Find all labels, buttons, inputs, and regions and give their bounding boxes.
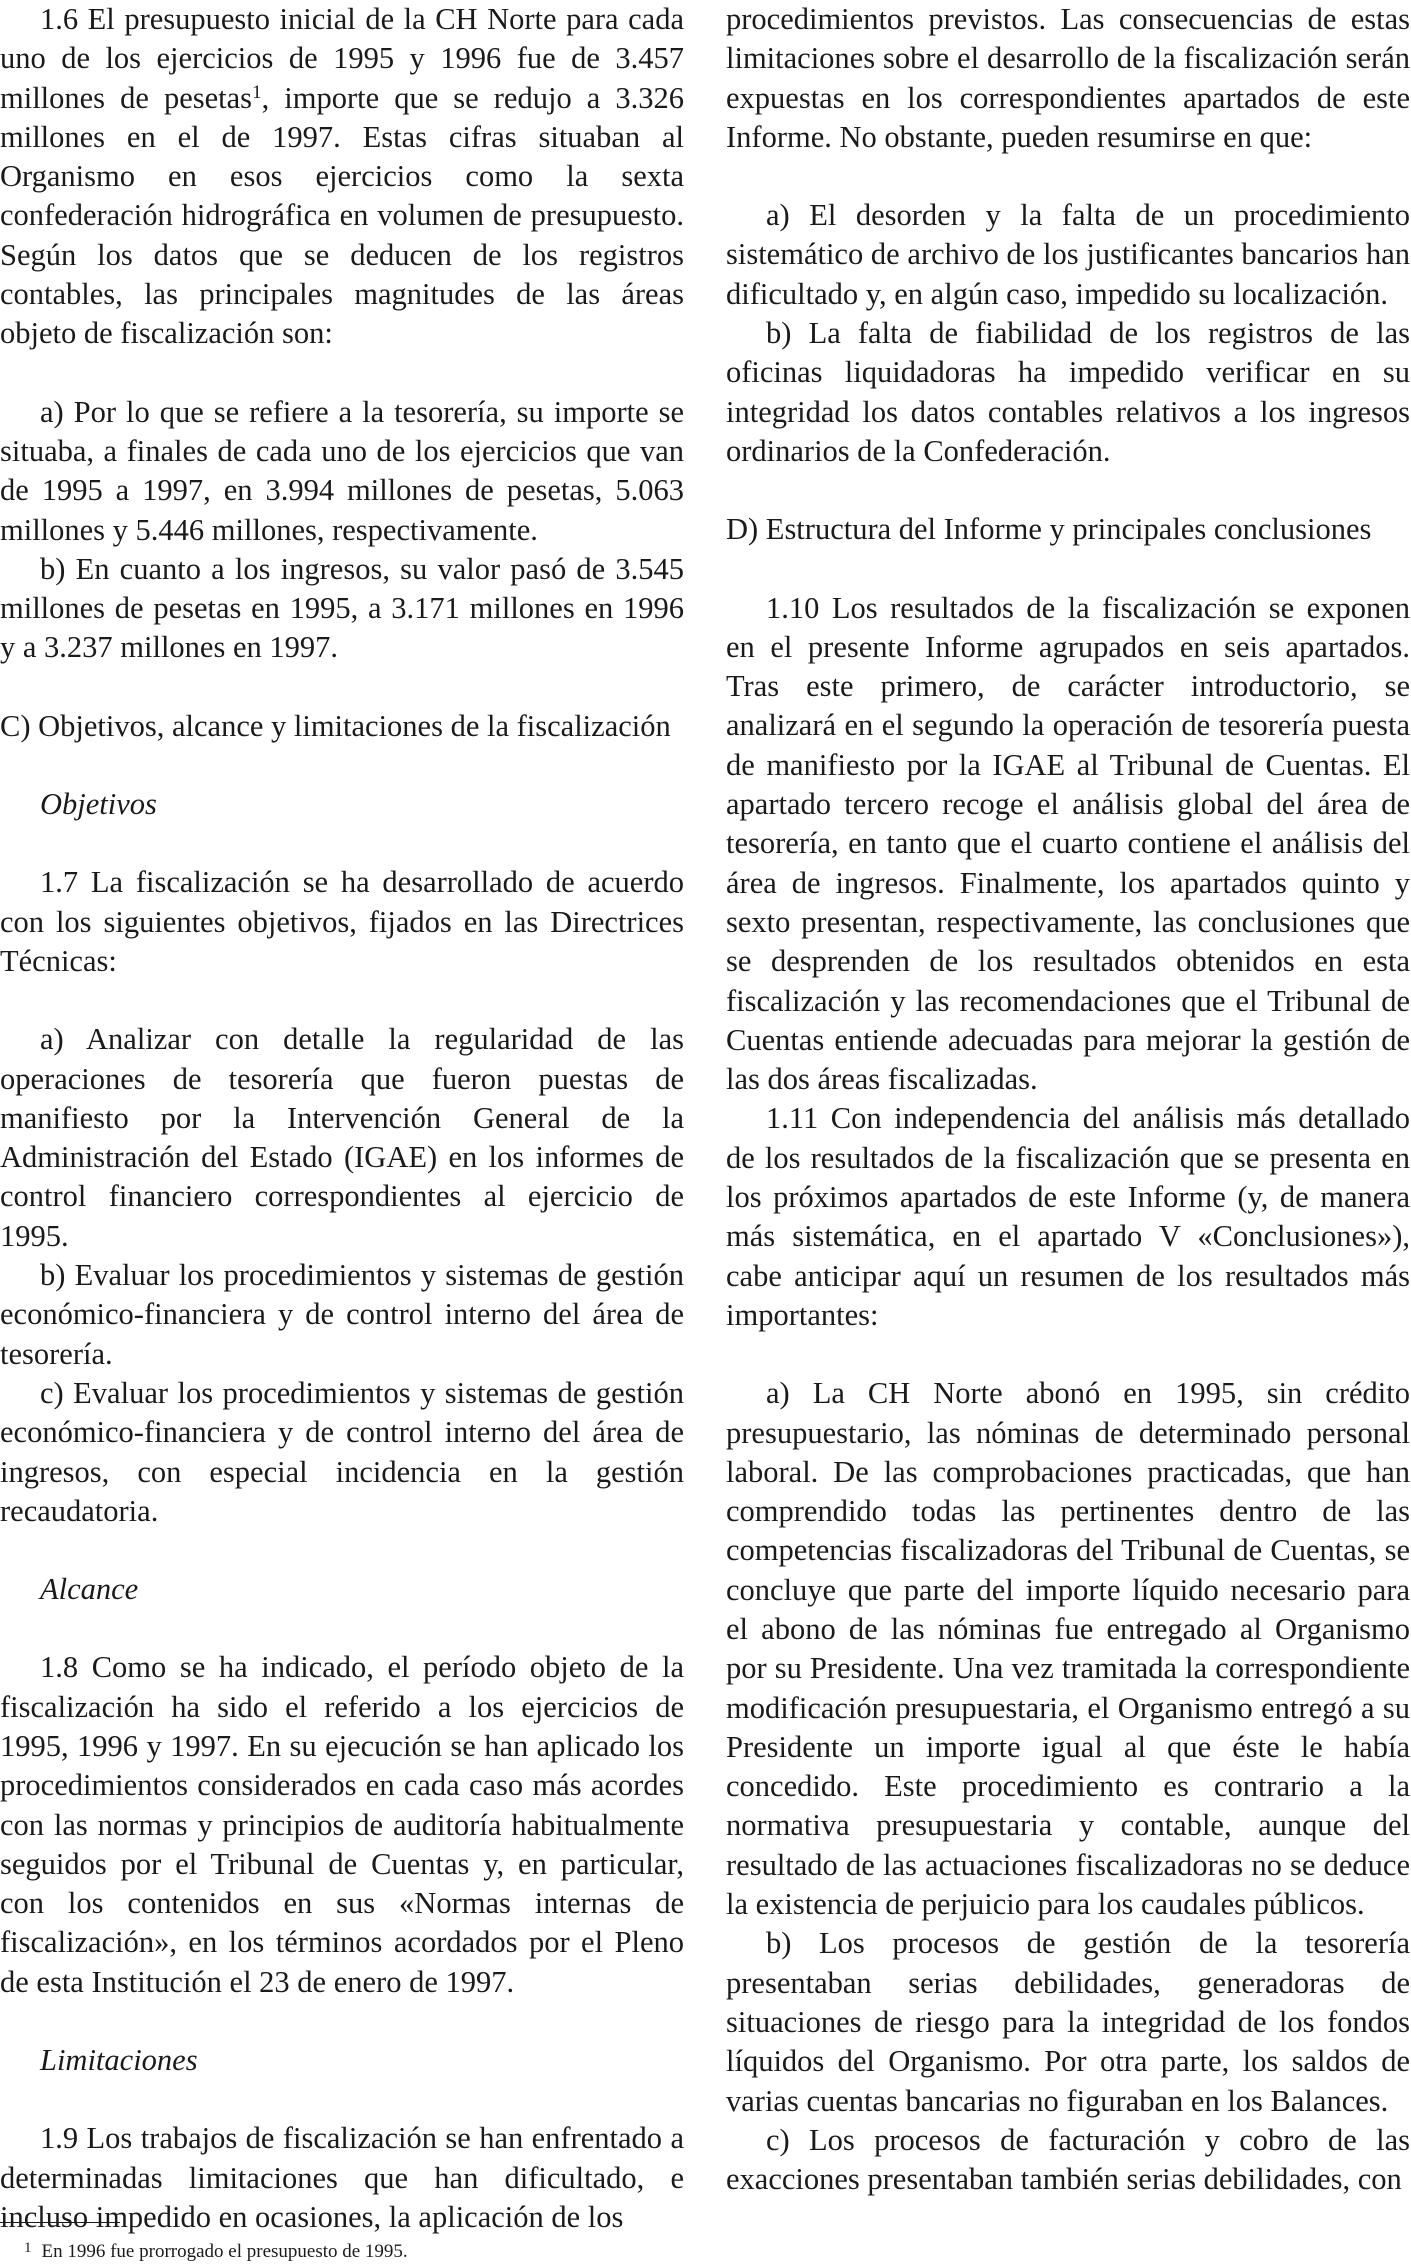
item-1-9-b: b) La falta de fiabilidad de los registros de las oficinas liquidadoras ha impedido verificar en su integridad los datos contables relativos a los ingresos ordinarios de la Confederación. — [726, 316, 1410, 468]
subheading-alcance: Alcance — [40, 1572, 139, 1607]
footnote-divider — [0, 2222, 120, 2223]
paragraph-1-7: 1.7 La fiscalización se ha desarrollado de acuerdo con los siguientes objetivos, fijados en las Directrices Técnicas: — [0, 865, 684, 978]
section-heading-d: D) Estructura del Informe y principales conclusiones — [726, 512, 1372, 547]
item-1-11-c: c) Los procesos de facturación y cobro de las exacciones presentaban también serias debilidades, con — [726, 2122, 1410, 2197]
paragraph-1-9-continued: procedimientos previstos. Las consecuencias de estas limitaciones sobre el desarrollo de la fiscalización serán expuestas en los correspondientes apartados de este Informe. No obstante, pueden resumirse en que: — [726, 2, 1410, 154]
footnote-text: En 1996 fue prorrogado el presupuesto de 1995. — [41, 2241, 408, 2262]
item-1-11-a: a) La CH Norte abonó en 1995, sin crédito presupuestario, las nóminas de determinado personal laboral. De las comprobaciones practicadas, que han comprendido todas las pertinentes dentro de las competencias fiscalizadoras del Tribunal de Cuentas, se concluye que parte del importe líquido necesario para el abono de las nóminas fue entregado al Organismo por su Presidente. Una vez tramitada la correspondiente modificación presupuestaria, el Organismo entregó a su Presidente un importe igual al que éste le había concedido. Este procedimiento es contrario a la normativa presupuestaria y contable, aunque del resultado de las actuaciones fiscalizadoras no se deduce la existencia de perjuicio para los caudales públicos. — [726, 1376, 1410, 1922]
subheading-objetivos: Objetivos — [40, 787, 157, 822]
paragraph-1-6 — [0, 0, 684, 354]
item-1-7-c: c) Evaluar los procedimientos y sistemas de gestión económico-financiera y de control interno del área de ingresos, con especial incidencia en la gestión recaudatoria. — [0, 1375, 684, 1528]
paragraph-1-6-text: 1.6 El presupuesto inicial de la CH Norte para cada uno de los ejercicios de 1995 y 1996 fue de 3.457 millones de pesetas — [0, 2, 684, 115]
paragraph-1-10: 1.10 Los resultados de la fiscalización se exponen en el presente Informe agrupados en seis apartados. Tras este primero, de carácter introductorio, se analizará en el segundo la operación de tesorería puesta de manifiesto por la IGAE al Tribunal de Cuentas. El apartado tercero recoge el análisis global del área de tesorería, en tanto que el cuarto contiene el análisis del área de ingresos. Finalmente, los apartados quinto y sexto presentan, respectivamente, las conclusiones que se desprenden de los resultados obtenidos en esta fiscalización y las recomendaciones que el Tribunal de Cuentas entiende adecuadas para mejorar la gestión de las dos áreas fiscalizadas. — [726, 590, 1410, 1097]
section-heading-c: C) Objetivos, alcance y limitaciones de la fiscalización — [0, 708, 671, 743]
footnote-reference: 1 — [252, 81, 262, 103]
left-column — [0, 0, 684, 2237]
item-1-11-b: b) Los procesos de gestión de la tesorería presentaban serias debilidades, generadoras de situaciones de riesgo para la integridad de los fondos líquidos del Organismo. Por otra parte, los saldos de varias cuentas bancarias no figuraban en los Balances. — [726, 1926, 1410, 2118]
footnote — [24, 2236, 408, 2264]
footnote-number: 1 — [24, 2240, 32, 2256]
paragraph-1-11: 1.11 Con independencia del análisis más detallado de los resultados de la fiscalización que se presenta en los próximos apartados de este Informe (y, de manera más sistemática, en el apartado V «Conclusiones»), cabe anticipar aquí un resumen de los resultados más importantes: — [726, 1101, 1410, 1332]
paragraph-1-8: 1.8 Como se ha indicado, el período objeto de la fiscalización ha sido el referido a los ejercicios de 1995, 1996 y 1997. En su ejecución se han aplicado los procedimientos considerados en cada caso más acordes con las normas y principios de auditoría habitualmente seguidos por el Tribunal de Cuentas y, en particular, con los contenidos en sus «Normas internas de fiscalización», en los términos acordados por el Pleno de esta Institución el 23 de enero de 1997. — [0, 1650, 684, 1999]
right-column — [726, 0, 1410, 2199]
paragraph-1-6-text-cont: , importe que se redujo a 3.326 millones en el de 1997. Estas cifras situaban al Organismo en esos ejercicios como la sexta confederación hidrográfica en volumen de presupuesto. Según los datos que se deducen de los registros contables, las principales magnitudes de las áreas objeto de fiscalización son: — [0, 80, 684, 351]
paragraph-1-9: 1.9 Los trabajos de fiscalización se han enfrentado a determinadas limitaciones que han dificultado, e incluso impedido en ocasiones, la aplicación de los — [0, 2121, 684, 2234]
item-1-7-b: b) Evaluar los procedimientos y sistemas de gestión económico-financiera y de control interno del área de tesorería. — [0, 1258, 684, 1371]
item-1-6-b: b) En cuanto a los ingresos, su valor pasó de 3.545 millones de pesetas en 1995, a 3.171 millones en 1996 y a 3.237 millones en 1997. — [0, 551, 684, 665]
subheading-limitaciones: Limitaciones — [40, 2043, 198, 2078]
item-1-9-a: a) El desorden y la falta de un procedimiento sistemático de archivo de los justificantes bancarios han dificultado y, en algún caso, impedido su localización. — [726, 198, 1410, 311]
item-1-6-a: a) Por lo que se refiere a la tesorería, su importe se situaba, a finales de cada uno de los ejercicios que van de 1995 a 1997, en 3.994 millones de pesetas, 5.063 millones y 5.446 millones, respectivamente. — [0, 394, 684, 547]
item-1-7-a: a) Analizar con detalle la regularidad de las operaciones de tesorería que fueron puestas de manifiesto por la Intervención General de la Administración del Estado (IGAE) en los informes de control financiero correspondientes al ejercicio de 1995. — [0, 1022, 684, 1253]
